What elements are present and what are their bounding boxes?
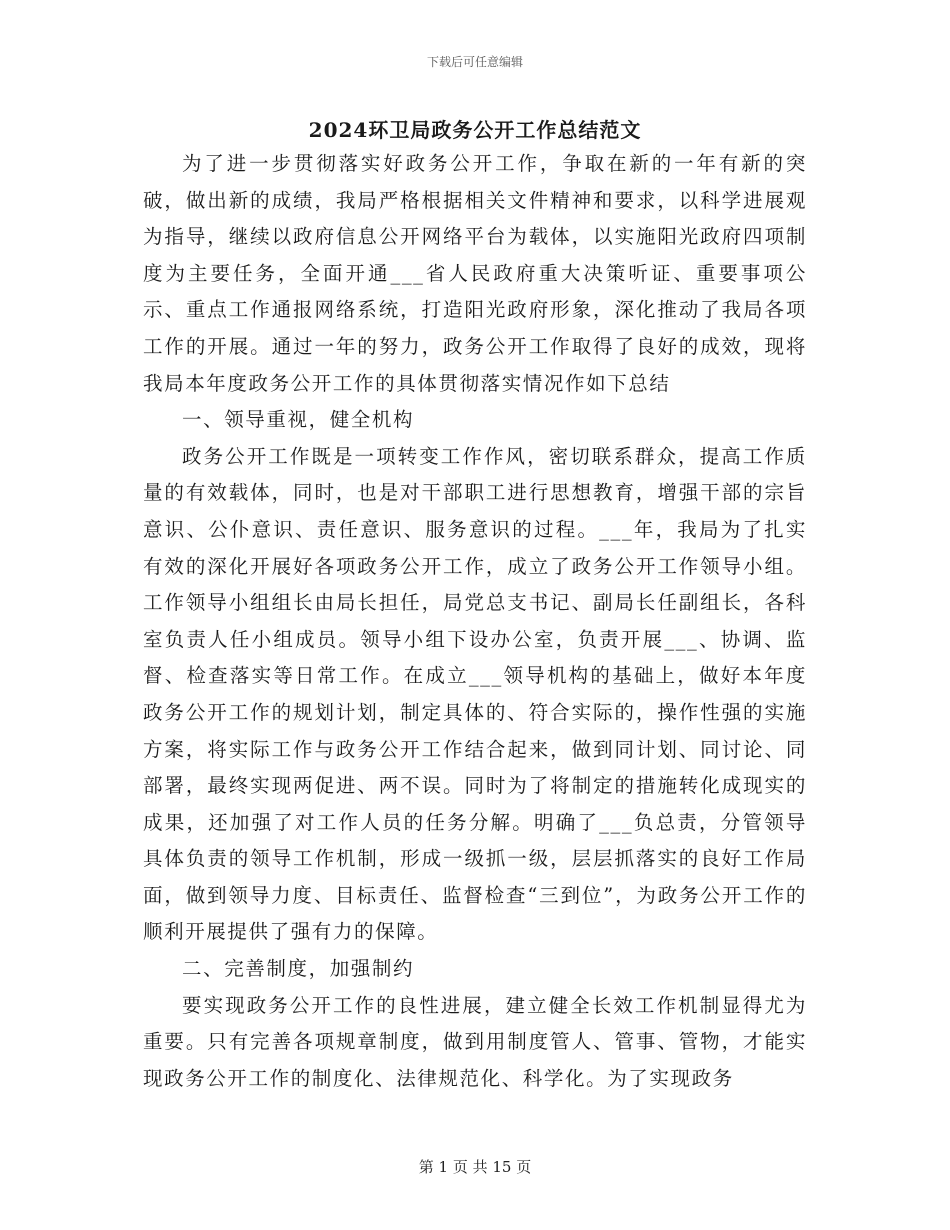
page-footer: 第 1 页 共 15 页 [418,1158,532,1176]
header-note: 下载后可任意编辑 [426,55,523,69]
paragraph-section-2: 要实现政务公开工作的良性进展，建立健全长效工作机制显得尤为重要。只有完善各项规章制度，做到用制度管人、管事、管物，才能实现政务公开工作的制度化、法律规范化、科学化。为了实现政务 [143,993,807,1090]
section-heading-2: 二、完善制度，加强制约 [182,957,415,981]
paragraph-intro: 为了进一步贯彻落实好政务公开工作，争取在新的一年有新的突破，做出新的成绩，我局严格根据相关文件精神和要求，以科学进展观为指导，继续以政府信息公开网络平台为载体，以实施阳光政府四项制度为主要任务，全面开通___省人民政府重大决策听证、重要事项公示、重点工作通报网络系统，打造阳光政府形象，深化推动了我局各项工作的开展。通过一年的努力，政务公开工作取得了良好的成效，现将我局本年度政务公开工作的具体贯彻落实情况作如下总结 [143,152,807,395]
document-title: 2024环卫局政务公开工作总结范文 [308,118,642,142]
section-heading-1: 一、领导重视，健全机构 [182,408,415,432]
document-body [143,146,807,1097]
paragraph-section-1: 政务公开工作既是一项转变工作作风，密切联系群众，提高工作质量的有效载体，同时，也是对干部职工进行思想教育，增强干部的宗旨意识、公仆意识、责任意识、服务意识的过程。___年，我局为了扎实有效的深化开展好各项政务公开工作，成立了政务公开工作领导小组。工作领导小组组长由局长担任，局党总支书记、副局长任副组长，各科室负责人任小组成员。领导小组下设办公室，负责开展___、协调、监督、检查落实等日常工作。在成立___领导机构的基础上，做好本年度政务公开工作的规划计划，制定具体的、符合实际的，操作性强的实施方案，将实际工作与政务公开工作结合起来，做到同计划、同讨论、同部署，最终实现两促进、两不误。同时为了将制定的措施转化成现实的成果，还加强了对工作人员的任务分解。明确了___负总责，分管领导具体负责的领导工作机制，形成一级抓一级，层层抓落实的良好工作局面，做到领导力度、目标责任、监督检查“三到位”，为政务公开工作的顺利开展提供了强有力的保障。 [143,444,807,944]
